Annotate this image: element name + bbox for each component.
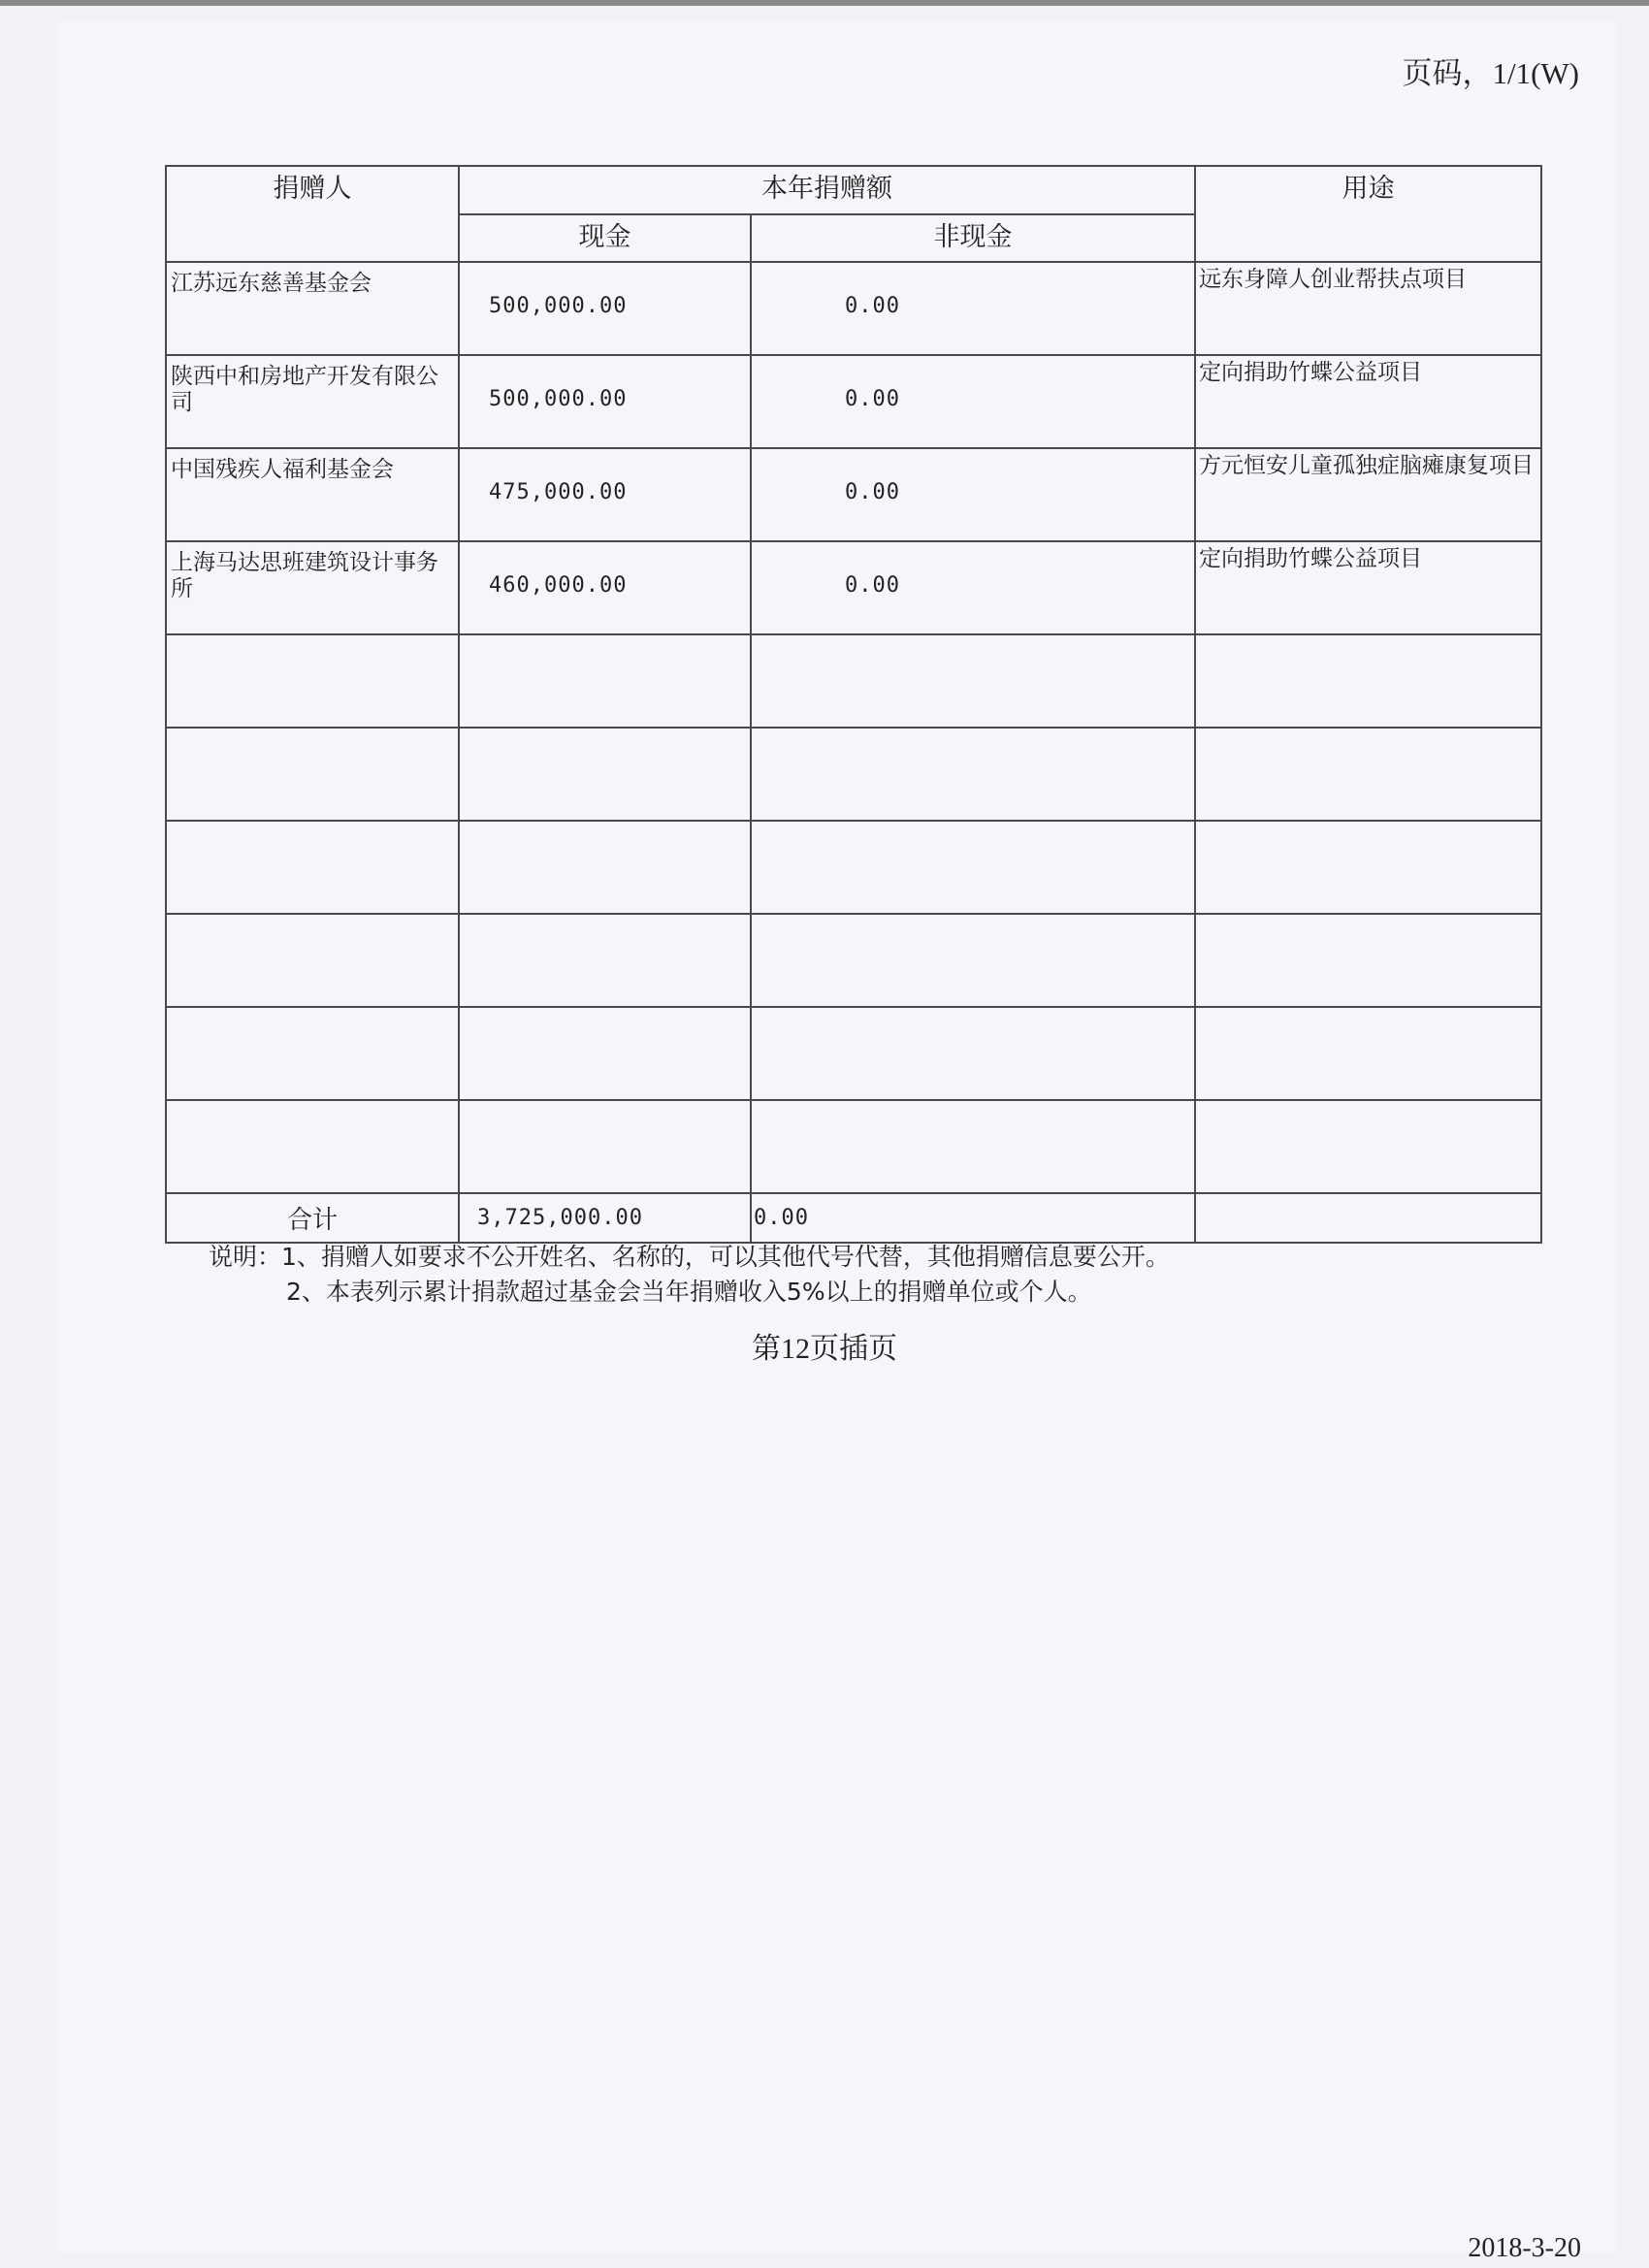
- donor-name: [167, 1008, 458, 1016]
- cash-amount: [460, 635, 750, 666]
- purpose-text: 定向捐助竹蝶公益项目: [1199, 546, 1422, 571]
- noncash-amount: [752, 822, 1194, 853]
- donor-name: [167, 1101, 458, 1109]
- table-row: [166, 448, 1541, 541]
- total-cash: 3,725,000.00: [459, 1193, 751, 1243]
- cash-amount: 500,000.00: [489, 294, 628, 318]
- table-row: [166, 728, 1541, 821]
- donor-name: 江苏远东慈善基金会: [171, 271, 372, 296]
- purpose-text: [1196, 635, 1540, 639]
- page-number: 页码，1/1(W): [1402, 56, 1579, 90]
- total-row: [166, 1193, 1541, 1243]
- cash-amount: 475,000.00: [489, 480, 628, 504]
- cash-amount: [460, 915, 750, 946]
- cash-amount: 460,000.00: [489, 573, 628, 598]
- top-rule: [0, 0, 1649, 6]
- table-row: [166, 541, 1541, 634]
- notes: [209, 1240, 1170, 1310]
- purpose-text: [1196, 915, 1540, 919]
- table-row: [166, 821, 1541, 914]
- purpose-text: [1196, 822, 1540, 826]
- purpose-text: 定向捐助竹蝶公益项目: [1199, 360, 1422, 385]
- header-cash: 现金: [459, 214, 751, 262]
- total-purpose: [1195, 1193, 1541, 1243]
- table-row: [166, 634, 1541, 728]
- table-row: [166, 1007, 1541, 1100]
- donor-name: 上海马达思班建筑设计事务所: [171, 550, 438, 601]
- table-row: [166, 355, 1541, 448]
- noncash-amount: [752, 635, 1194, 666]
- noncash-amount: [752, 915, 1194, 946]
- donor-name: 中国残疾人福利基金会: [171, 457, 394, 482]
- cash-amount: [460, 1101, 750, 1132]
- noncash-amount: 0.00: [845, 294, 900, 318]
- noncash-amount: 0.00: [845, 573, 900, 598]
- cash-amount: 500,000.00: [489, 387, 628, 411]
- donor-name: [167, 915, 458, 923]
- header-donor: 捐赠人: [166, 166, 459, 262]
- total-label: 合计: [166, 1193, 459, 1243]
- cash-amount: [460, 729, 750, 760]
- noncash-amount: 0.00: [845, 480, 900, 504]
- total-noncash: 0.00: [751, 1193, 1195, 1243]
- donor-name: [167, 729, 458, 736]
- purpose-text: [1196, 729, 1540, 732]
- purpose-text: 方元恒安儿童孤独症脑瘫康复项目: [1199, 453, 1534, 478]
- noncash-amount: [752, 1101, 1194, 1132]
- cash-amount: [460, 822, 750, 853]
- header-annual-amount: 本年捐赠额: [459, 166, 1195, 214]
- note-line-2: 2、本表列示累计捐款超过基金会当年捐赠收入5%以上的捐赠单位或个人。: [286, 1278, 1092, 1306]
- table-row: [166, 914, 1541, 1007]
- table-row: [166, 262, 1541, 355]
- donations-table: [165, 165, 1542, 1244]
- noncash-amount: [752, 1008, 1194, 1039]
- purpose-text: [1196, 1008, 1540, 1012]
- purpose-text: 远东身障人创业帮扶点项目: [1199, 267, 1467, 292]
- noncash-amount: 0.00: [845, 387, 900, 411]
- donor-name: 陕西中和房地产开发有限公司: [171, 364, 438, 415]
- date-stamp: 2018-3-20: [1468, 2233, 1581, 2263]
- purpose-text: [1196, 1101, 1540, 1105]
- noncash-amount: [752, 729, 1194, 760]
- note-line-1: 说明：1、捐赠人如要求不公开姓名、名称的，可以其他代号代替，其他捐赠信息要公开。: [209, 1243, 1170, 1271]
- table-row: [166, 1100, 1541, 1193]
- header-noncash: 非现金: [751, 214, 1195, 262]
- cash-amount: [460, 1008, 750, 1039]
- donor-name: [167, 822, 458, 829]
- header-purpose: 用途: [1195, 166, 1541, 262]
- insert-page-label: 第12页插页: [752, 1333, 897, 1365]
- donor-name: [167, 635, 458, 643]
